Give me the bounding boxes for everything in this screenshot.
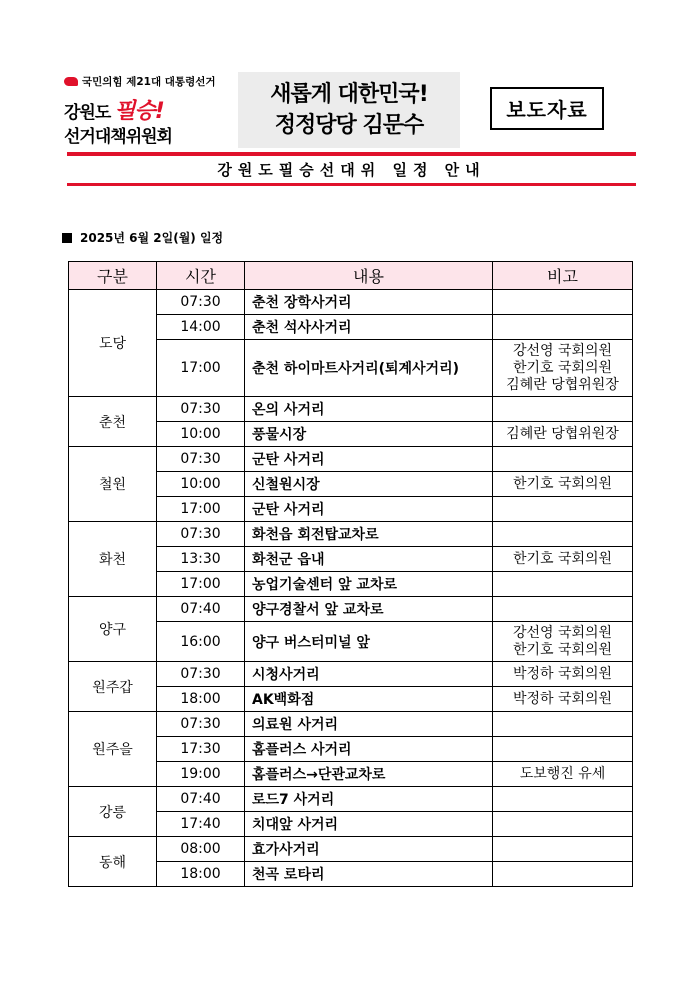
content-cell: 효가사거리 [245, 837, 493, 862]
table-row [69, 290, 633, 315]
time-cell: 17:00 [157, 572, 245, 597]
content-cell: AK백화점 [245, 687, 493, 712]
notes-cell [493, 447, 633, 472]
content-cell: 천곡 로타리 [245, 862, 493, 887]
table-row [69, 662, 633, 687]
time-cell: 07:30 [157, 712, 245, 737]
region-cell: 춘천 [69, 397, 157, 447]
notes-cell [493, 397, 633, 422]
note-line: 도보행진 유세 [519, 765, 606, 782]
notes-cell [493, 862, 633, 887]
time-cell: 07:30 [157, 662, 245, 687]
content-cell: 의료원 사거리 [245, 712, 493, 737]
notes-cell [493, 737, 633, 762]
note-line: 한기호 국회의원 [512, 550, 613, 567]
notes-cell [493, 522, 633, 547]
time-cell: 14:00 [157, 315, 245, 340]
region-cell: 원주갑 [69, 662, 157, 712]
column-header: 내용 [245, 262, 493, 290]
notes-cell [493, 472, 633, 497]
region-cell: 동해 [69, 837, 157, 887]
headline-top-rule [67, 152, 636, 156]
time-cell: 08:00 [157, 837, 245, 862]
time-cell: 07:30 [157, 522, 245, 547]
time-cell: 07:40 [157, 787, 245, 812]
notes-cell [493, 315, 633, 340]
slogan-line2: 정정당당 김문수 [274, 113, 424, 138]
content-cell: 시청사거리 [245, 662, 493, 687]
content-cell: 풍물시장 [245, 422, 493, 447]
table-row [69, 522, 633, 547]
content-cell: 군탄 사거리 [245, 497, 493, 522]
notes-cell [493, 572, 633, 597]
region-cell: 양구 [69, 597, 157, 662]
column-header: 비고 [493, 262, 633, 290]
party-label [64, 74, 216, 89]
region-cell: 철원 [69, 447, 157, 522]
time-cell: 18:00 [157, 862, 245, 887]
note-line: 강선영 국회의원 [512, 624, 613, 641]
content-cell: 춘천 장학사거리 [245, 290, 493, 315]
time-cell: 17:30 [157, 737, 245, 762]
committee-line1 [64, 94, 164, 125]
party-mark-icon [64, 77, 78, 86]
note-line: 박정하 국회의원 [512, 690, 613, 707]
committee-highlight: 필승! [114, 99, 164, 124]
time-cell: 07:30 [157, 447, 245, 472]
time-cell: 17:40 [157, 812, 245, 837]
time-cell: 19:00 [157, 762, 245, 787]
schedule-body [69, 290, 633, 887]
column-header: 구분 [69, 262, 157, 290]
slogan-line1: 새롭게 대한민국! [270, 82, 428, 107]
region-cell: 도당 [69, 290, 157, 397]
notes-cell [493, 597, 633, 622]
table-row [69, 597, 633, 622]
notes-cell [493, 812, 633, 837]
time-cell: 07:30 [157, 397, 245, 422]
time-cell: 18:00 [157, 687, 245, 712]
table-row [69, 787, 633, 812]
region-cell: 강릉 [69, 787, 157, 837]
region-cell: 원주을 [69, 712, 157, 787]
notes-cell [493, 340, 633, 397]
note-line: 박정하 국회의원 [512, 665, 613, 682]
notes-cell [493, 422, 633, 447]
committee-logo [64, 74, 239, 146]
content-cell: 온의 사거리 [245, 397, 493, 422]
press-release-label: 보도자료 [490, 87, 604, 130]
content-cell: 양구 버스터미널 앞 [245, 622, 493, 662]
table-row [69, 447, 633, 472]
content-cell: 홈플러스 사거리 [245, 737, 493, 762]
time-cell: 17:00 [157, 340, 245, 397]
committee-line2: 선거대책위원회 [64, 127, 172, 147]
time-cell: 10:00 [157, 422, 245, 447]
region-cell: 화천 [69, 522, 157, 597]
time-cell: 07:40 [157, 597, 245, 622]
content-cell: 춘천 하이마트사거리(퇴계사거리) [245, 340, 493, 397]
time-cell: 17:00 [157, 497, 245, 522]
bullet-square-icon [62, 233, 72, 243]
content-cell: 홈플러스→단관교차로 [245, 762, 493, 787]
notes-cell [493, 762, 633, 787]
party-text: 국민의힘 제21대 대통령선거 [82, 76, 216, 88]
column-header: 시간 [157, 262, 245, 290]
slogan-box [238, 72, 460, 148]
content-cell: 신철원시장 [245, 472, 493, 497]
table-header-row [69, 262, 633, 290]
content-cell: 군탄 사거리 [245, 447, 493, 472]
committee-region: 강원도 [64, 103, 111, 123]
content-cell: 농업기술센터 앞 교차로 [245, 572, 493, 597]
notes-cell [493, 497, 633, 522]
content-cell: 로드7 사거리 [245, 787, 493, 812]
content-cell: 춘천 석사사거리 [245, 315, 493, 340]
notes-cell [493, 787, 633, 812]
time-cell: 16:00 [157, 622, 245, 662]
schedule-table [68, 261, 633, 887]
time-cell: 07:30 [157, 290, 245, 315]
time-cell: 10:00 [157, 472, 245, 497]
date-text: 2025년 6월 2일(월) 일정 [80, 231, 224, 245]
notes-cell [493, 290, 633, 315]
notes-cell [493, 622, 633, 662]
note-line: 김혜란 당협위원장 [506, 376, 619, 393]
note-line: 김혜란 당협위원장 [506, 425, 619, 442]
time-cell: 13:30 [157, 547, 245, 572]
table-row [69, 837, 633, 862]
notes-cell [493, 662, 633, 687]
note-line: 한기호 국회의원 [512, 641, 613, 658]
notes-cell [493, 547, 633, 572]
table-row [69, 712, 633, 737]
note-line: 한기호 국회의원 [512, 359, 613, 376]
headline-bottom-rule [67, 183, 636, 186]
note-line: 한기호 국회의원 [512, 475, 613, 492]
table-row [69, 397, 633, 422]
note-line: 강선영 국회의원 [512, 342, 613, 359]
headline: 강원도필승선대위 일정 안내 [217, 161, 486, 179]
notes-cell [493, 837, 633, 862]
content-cell: 화천군 읍내 [245, 547, 493, 572]
notes-cell [493, 712, 633, 737]
content-cell: 양구경찰서 앞 교차로 [245, 597, 493, 622]
content-cell: 화천읍 회전탑교차로 [245, 522, 493, 547]
content-cell: 치대앞 사거리 [245, 812, 493, 837]
notes-cell [493, 687, 633, 712]
date-line [62, 229, 223, 246]
